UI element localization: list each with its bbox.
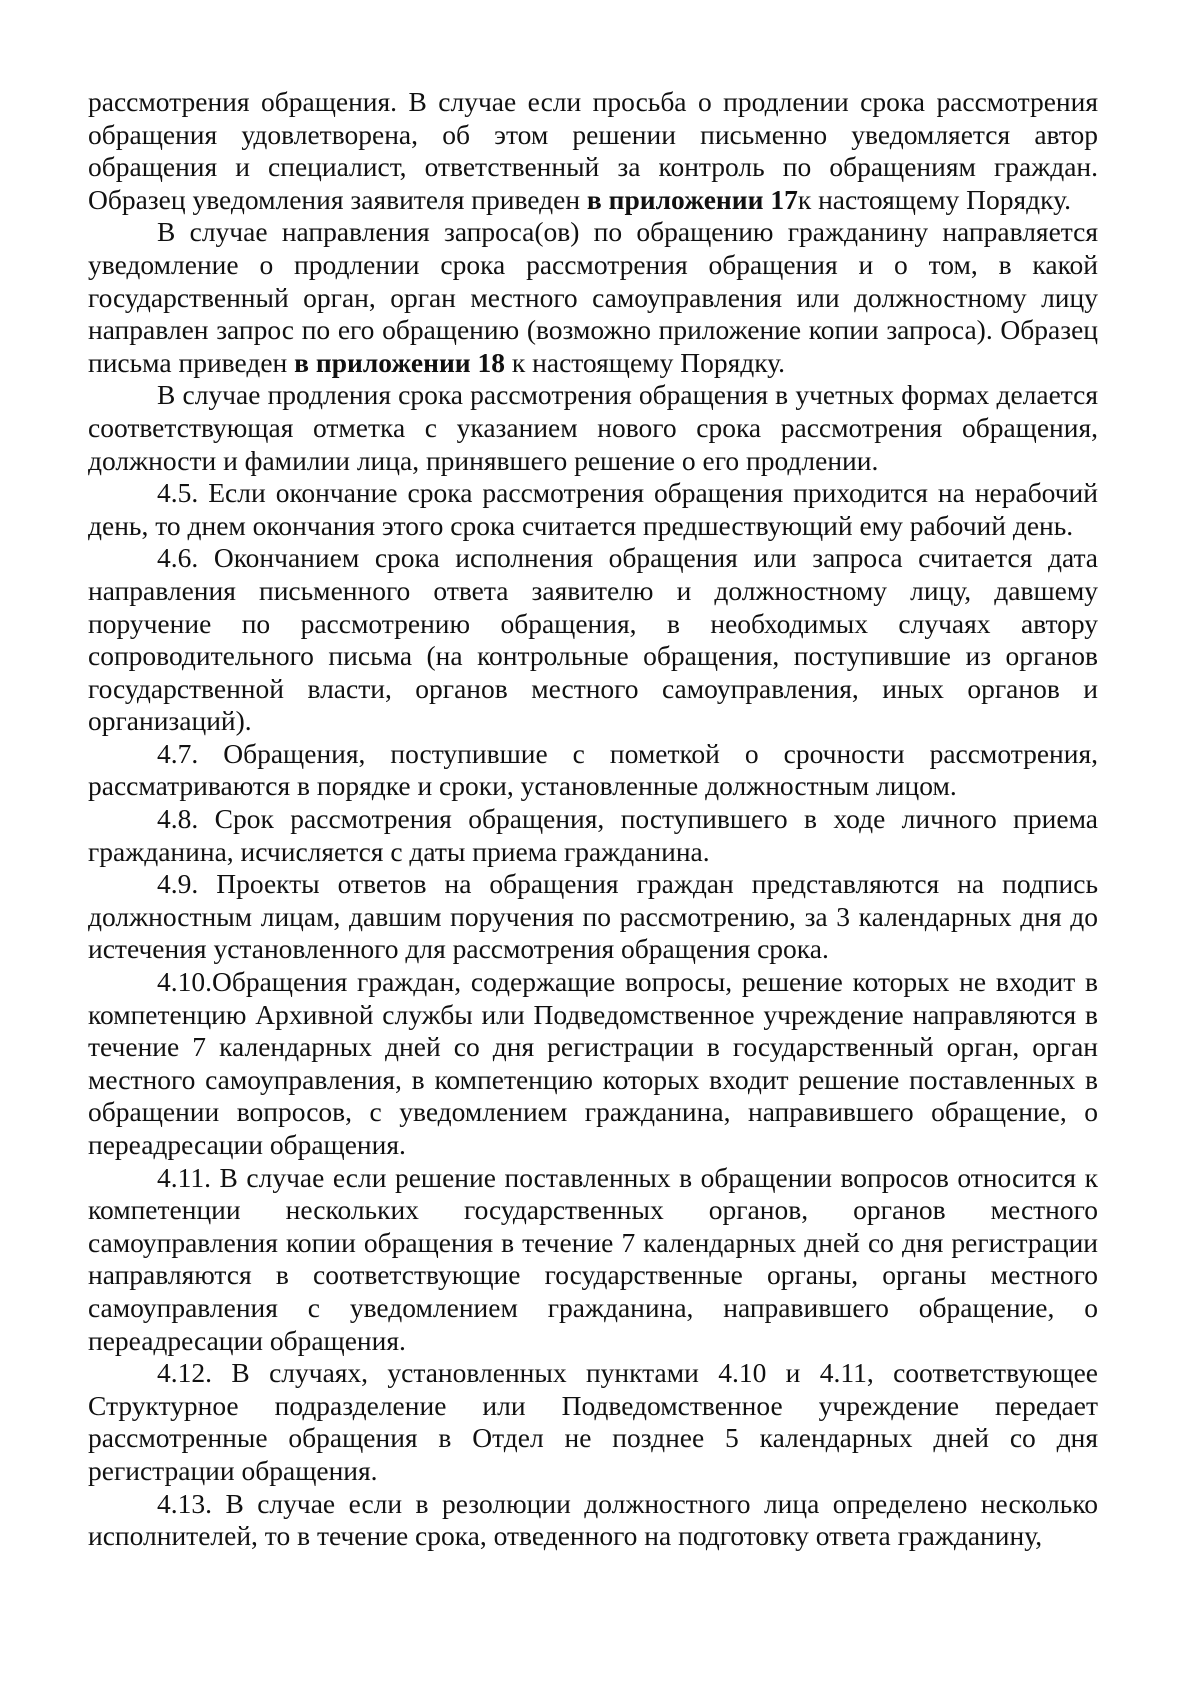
- clause-4-6: 4.6. Окончанием срока исполнения обращения или запроса считается дата направления письменного ответа заявителю и должностному лицу, давшему поручение по рассмотрению обращения, в необходимых случаях автору сопроводительного письма (на контрольные обращения, поступившие из органов государственной власти, органов местного самоуправления, иных органов и организаций).: [88, 542, 1098, 737]
- paragraph-extension-record: В случае продления срока рассмотрения обращения в учетных формах делается соответствующая отметка с указанием нового срока рассмотрения обращения, должности и фамилии лица, принявшего решение о его продлении.: [88, 379, 1098, 476]
- clause-4-9: 4.9. Проекты ответов на обращения граждан представляются на подпись должностным лицам, давшим поручения по рассмотрению, за 3 календарных дня до истечения установленного для рассмотрения обращения срока.: [88, 868, 1098, 965]
- clause-4-8: 4.8. Срок рассмотрения обращения, поступившего в ходе личного приема гражданина, исчисляется с даты приема гражданина.: [88, 803, 1098, 867]
- paragraph-extension-notice: [88, 86, 1098, 216]
- clause-4-7: 4.7. Обращения, поступившие с пометкой о срочности рассмотрения, рассматриваются в порядке и сроки, установленные должностным лицом.: [88, 737, 1098, 802]
- clause-4-12: 4.12. В случаях, установленных пунктами 4.10 и 4.11, соответствующее Структурное подразделение или Подведомственное учреждение передает рассмотренные обращения в Отдел не позднее 5 календарных дней со дня регистрации обращения.: [88, 1357, 1098, 1486]
- paragraph-text: рассмотрения обращения. В случае если просьба о продлении срока рассмотрения обращения удовлетворена, об этом решении письменно уведомляется автор обращения и специалист, ответственный за контроль по обращениям граждан. Образец уведомления заявителя приведен: [88, 86, 1098, 215]
- clause-4-5: 4.5. Если окончание срока рассмотрения обращения приходится на нерабочий день, то днем окончания этого срока считается предшествующий ему рабочий день.: [88, 477, 1098, 541]
- paragraph-text: к настоящему Порядку.: [505, 346, 786, 378]
- clause-4-11: 4.11. В случае если решение поставленных в обращении вопросов относится к компетенции нескольких государственных органов, органов местного самоуправления копии обращения в течение 7 календарных дней со дня регистрации направляются в соответствующие государственные органы, органы местного самоуправления с уведомлением гражданина, направившего обращение, о переадресации обращения.: [88, 1161, 1098, 1356]
- paragraph-text: В случае направления запроса(ов) по обращению гражданину направляется уведомление о продлении срока рассмотрения обращения и о том, в какой государственный орган, орган местного самоуправления или должностному лицу направлен запрос по его обращению (возможно приложение копии запроса). Образец письма приведен: [88, 216, 1098, 378]
- appendix-reference: в приложении 18: [294, 346, 506, 378]
- document-page: [88, 86, 1098, 1553]
- appendix-reference: в приложении 17: [586, 183, 798, 215]
- paragraph-request-notice: [88, 216, 1098, 379]
- clause-4-10: 4.10.Обращения граждан, содержащие вопросы, решение которых не входит в компетенцию Архивной службы или Подведомственное учреждение направляются в течение 7 календарных дней со дня регистрации в государственный орган, орган местного самоуправления, в компетенцию которых входит решение поставленных в обращении вопросов, с уведомлением гражданина, направившего обращение, о переадресации обращения.: [88, 966, 1098, 1160]
- clause-4-13: 4.13. В случае если в резолюции должностного лица определено несколько исполнителей, то в течение срока, отведенного на подготовку ответа гражданину,: [88, 1487, 1098, 1552]
- paragraph-text: к настоящему Порядку.: [797, 183, 1071, 215]
